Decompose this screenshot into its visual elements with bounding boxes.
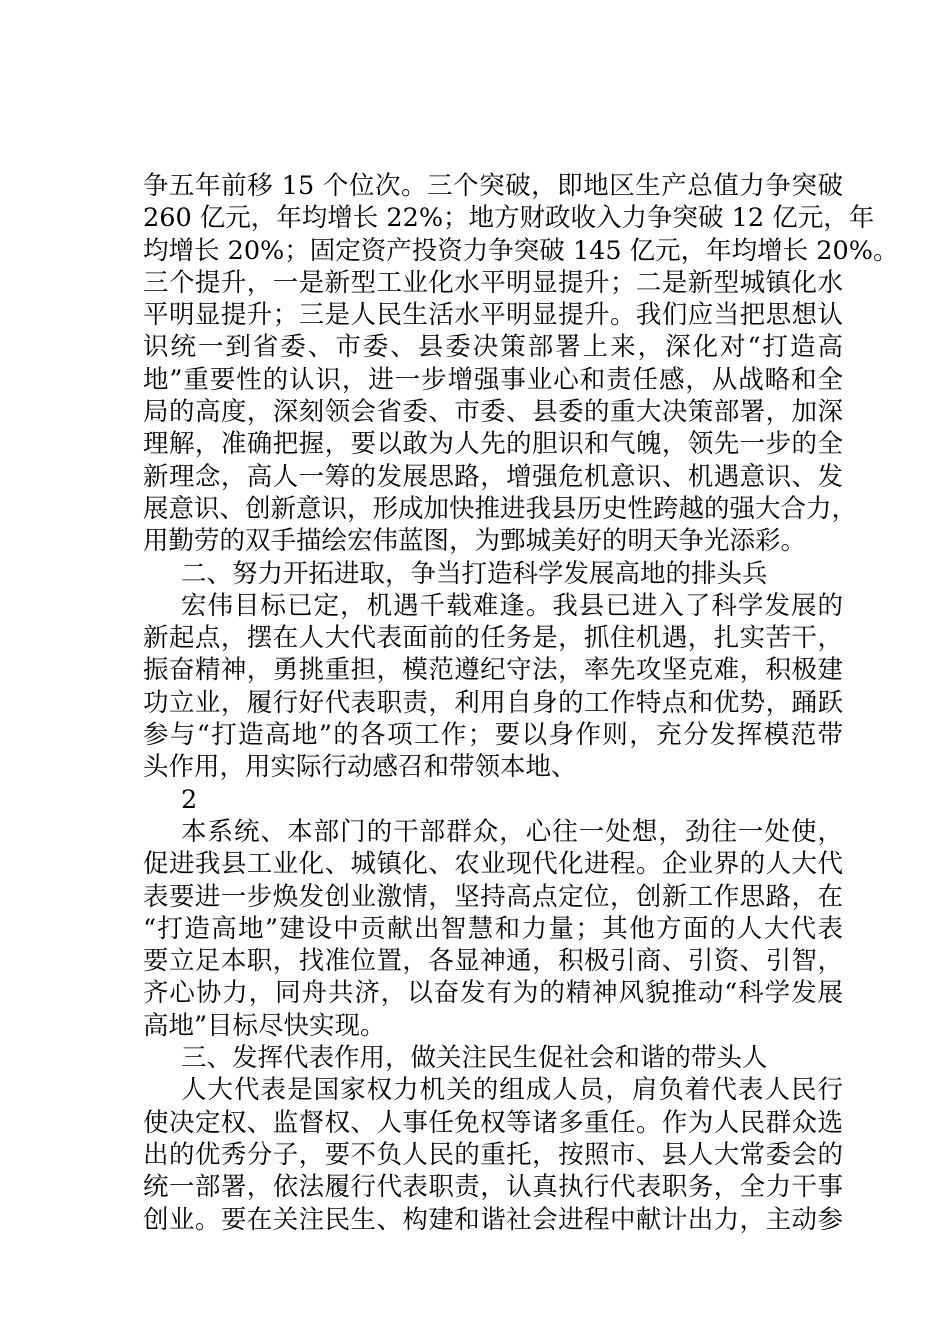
text-line: 平明显提升；三是人民生活水平明显提升。我们应当把思想认 [143,300,843,331]
text-line: 三个提升，一是新型工业化水平明显提升；二是新型城镇化水 [143,267,843,298]
text-line: 出的优秀分子，要不负人民的重托，按照市、县人大常委会的 [143,1139,843,1170]
text-line: 统一部署，依法履行代表职责，认真执行代表职务，全力干事 [143,1172,843,1203]
text-line: 均增长 20%；固定资产投资力争突破 145 亿元，年均增长 20%。 [143,235,899,266]
text-line: 创业。要在关注民生、构建和谐社会进程中献计出力，主动参 [143,1204,843,1235]
text-line: 齐心协力，同舟共济，以奋发有为的精神风貌推动“科学发展 [143,978,843,1009]
text-line: 参与“打造高地”的各项工作；要以身作则，充分发挥模范带 [143,720,843,751]
text-line: 要立足本职，找准位置，各显神通，积极引商、引资、引智， [143,946,843,977]
section-heading-3: 三、发挥代表作用，做关注民生促社会和谐的带头人 [181,1043,768,1074]
text-line: “打造高地”建设中贡献出智慧和力量；其他方面的人大代表 [143,913,843,944]
text-line: 宏伟目标已定，机遇千载难逢。我县已进入了科学发展的 [181,590,843,621]
document-body [143,170,899,1236]
text-line: 高地”目标尽快实现。 [143,1010,386,1041]
text-line: 新起点，摆在人大代表面前的任务是，抓住机遇，扎实苦干， [143,623,843,654]
text-line: 争五年前移 15 个位次。三个突破，即地区生产总值力争突破 [143,171,843,201]
text-line: 新理念，高人一筹的发展思路，增强危机意识、机遇意识、发 [143,461,843,492]
text-line: 使决定权、监督权、人事任免权等诸多重任。作为人民群众选 [143,1107,843,1138]
text-line: 260 亿元，年均增长 22%；地方财政收入力争突破 12 亿元，年 [143,203,875,234]
text-line: 用勤劳的双手描绘宏伟蓝图，为鄄城美好的明天争光添彩。 [143,526,807,557]
text-line: 理解，准确把握，要以敢为人先的胆识和气魄，领先一步的全 [143,429,843,460]
text-line: 本系统、本部门的干部群众，心往一处想，劲往一处使， [181,816,843,847]
section-heading-2: 二、努力开拓进取，争当打造科学发展高地的排头兵 [181,558,768,589]
text-line: 头作用，用实际行动感召和带领本地、 [143,752,577,783]
text-line: 识统一到省委、市委、县委决策部署上来，深化对“打造高 [143,332,843,363]
text-line: 振奋精神，勇挑重担，模范遵纪守法，率先攻坚克难，积极建 [143,655,843,686]
text-line: 促进我县工业化、城镇化、农业现代化进程。企业界的人大代 [143,849,843,880]
text-line: 功立业，履行好代表职责，利用自身的工作特点和优势，踊跃 [143,687,843,718]
text-line: 人大代表是国家权力机关的组成人员，肩负着代表人民行 [181,1075,843,1106]
page-number: 2 [181,784,198,815]
text-line: 展意识、创新意识，形成加快推进我县历史性跨越的强大合力， [143,493,858,524]
text-line: 表要进一步焕发创业激情，坚持高点定位，创新工作思路，在 [143,881,843,912]
text-line: 地”重要性的认识，进一步增强事业心和责任感，从战略和全 [143,364,843,395]
text-line: 局的高度，深刻领会省委、市委、县委的重大决策部署，加深 [143,397,843,428]
